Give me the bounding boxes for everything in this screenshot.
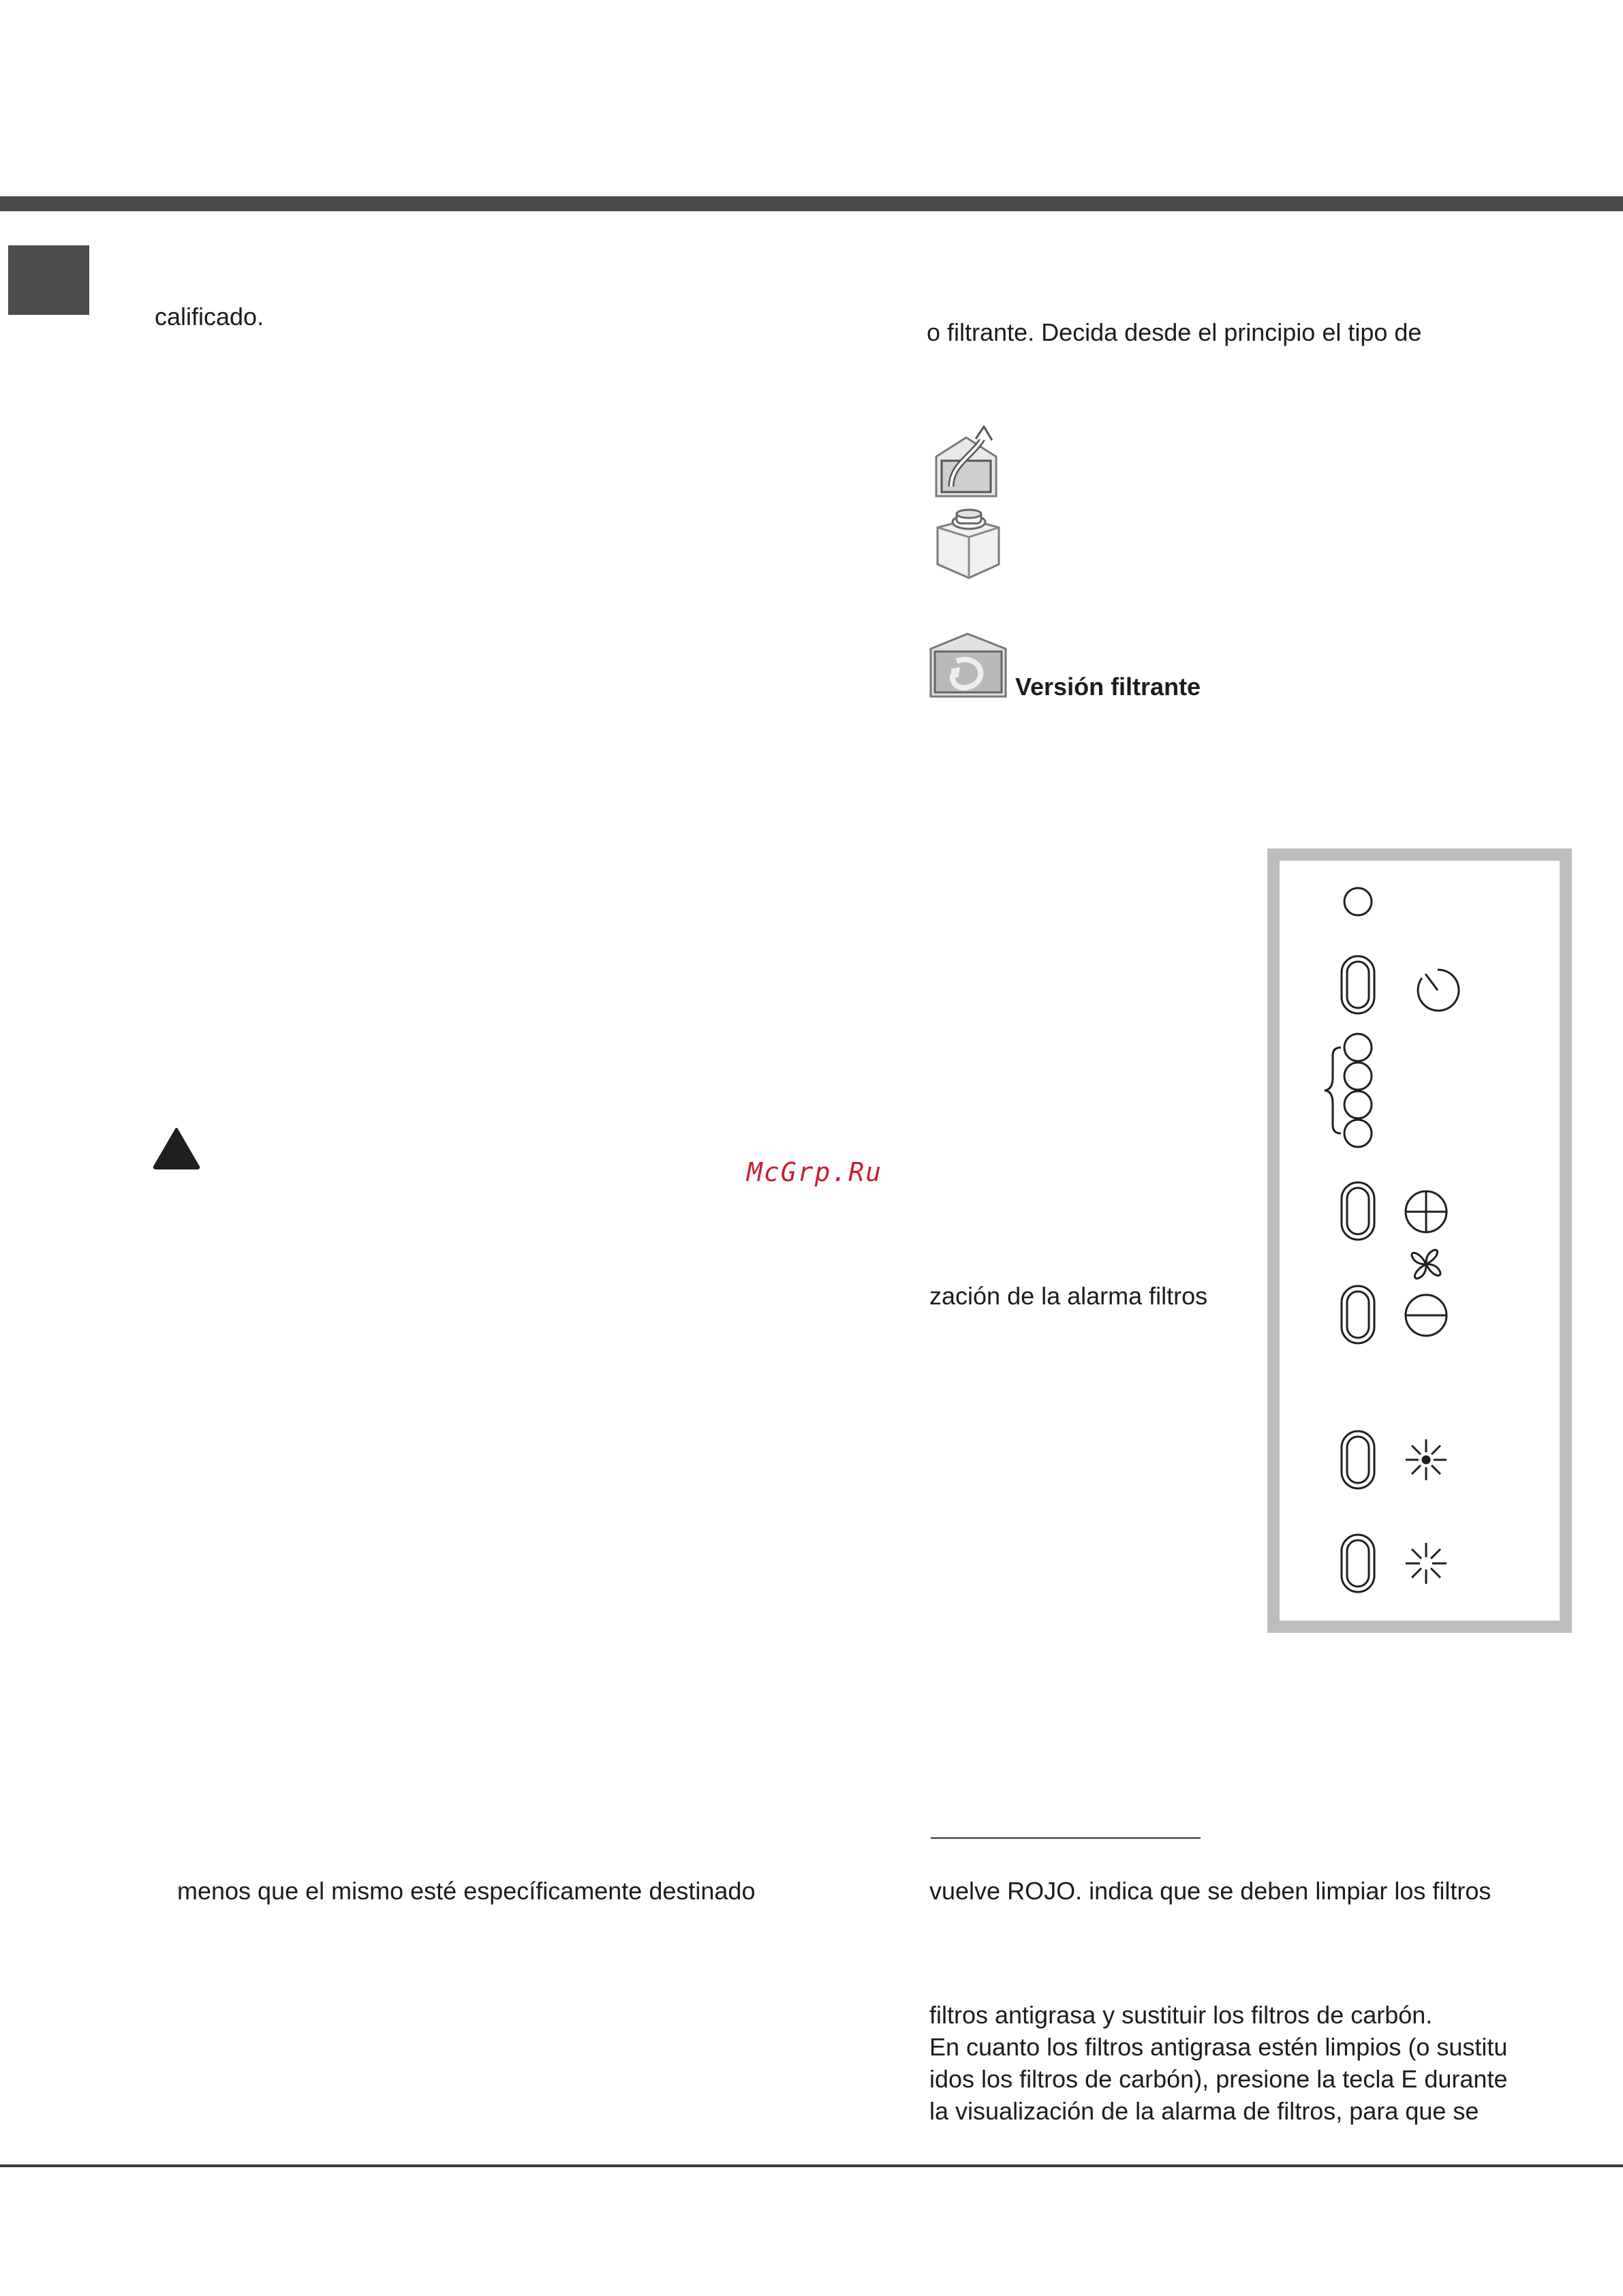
version-filtrante-label: Versión filtrante	[1015, 673, 1201, 701]
bottom-rule	[0, 2164, 1623, 2167]
timer-icon	[1418, 970, 1459, 1011]
paragraph-line-2: En cuanto los filtros antigrasa estén limpios (o sustitu	[929, 2033, 1508, 2061]
light-on-icon	[1406, 1439, 1447, 1480]
speed-led-1	[1344, 1034, 1372, 1061]
light-on-button[interactable]	[1342, 1431, 1374, 1488]
control-panel-symbols	[1280, 861, 1560, 1621]
house-recirculation-icon	[928, 631, 1008, 699]
speed-led-2	[1344, 1062, 1372, 1090]
chimney-cube-icon	[931, 507, 1006, 583]
right-text-filtrante: o filtrante. Decida desde el principio el tipo de	[927, 318, 1422, 346]
paragraph-line-3: idos los filtros de carbón), presione la tecla E durante	[929, 2065, 1508, 2093]
top-rule	[0, 196, 1623, 211]
led-bracket	[1325, 1047, 1341, 1133]
right-paragraph	[929, 1999, 1507, 2127]
timer-button[interactable]	[1342, 956, 1374, 1013]
power-indicator-led	[1344, 888, 1372, 915]
language-tab	[8, 245, 89, 315]
paragraph-line-4: la visualización de la alarma de filtros, para que se	[929, 2097, 1479, 2125]
house-extraction-icon	[931, 424, 1006, 499]
footnote-rule	[931, 1837, 1201, 1839]
fan-icon	[1412, 1250, 1440, 1279]
speed-led-4	[1344, 1120, 1372, 1147]
light-dim-button[interactable]	[1342, 1535, 1374, 1592]
plus-icon	[1406, 1191, 1447, 1232]
left-text-menos: menos que el mismo esté específicamente destinado	[177, 1877, 756, 1905]
speed-plus-button[interactable]	[1342, 1182, 1374, 1240]
light-dim-icon	[1406, 1543, 1447, 1584]
minus-icon	[1406, 1295, 1447, 1336]
paragraph-line-1: filtros antigrasa y sustituir los filtros de carbón.	[929, 2001, 1433, 2029]
left-text-calificado: calificado.	[155, 303, 264, 331]
warning-triangle-icon	[153, 1127, 200, 1169]
right-text-alarma: zación de la alarma filtros	[929, 1282, 1208, 1310]
speed-minus-button[interactable]	[1342, 1286, 1374, 1343]
speed-led-3	[1344, 1091, 1372, 1118]
watermark-text: McGrp.Ru	[747, 1157, 883, 1187]
right-text-rojo: vuelve ROJO. indica que se deben limpiar los filtros	[929, 1877, 1491, 1905]
